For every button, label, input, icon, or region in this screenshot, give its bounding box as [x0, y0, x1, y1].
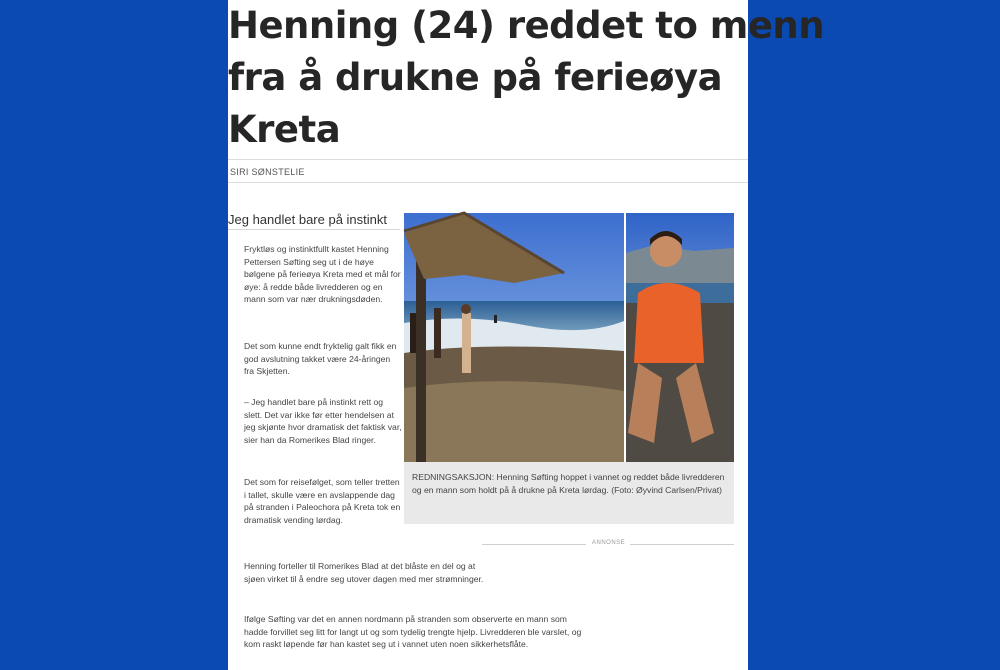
- article-page: [228, 0, 825, 670]
- photo-caption-box: [404, 462, 734, 524]
- article-paragraph: Det som for reisefølget, som teller tretten i tallet, skulle være en avslappende dag på stranden i Paleochora på Kreta tok en dramatisk vending lørdag.: [244, 477, 401, 525]
- article-paragraph: – Jeg handlet bare på instinkt rett og slett. Det var ikke før etter hendelsen at jeg skjønte hvor dramatisk det faktisk var, sier han da Romerikes Blad ringer.: [244, 397, 402, 445]
- byline-bottom-divider: [228, 182, 748, 183]
- article-subheading: Jeg handlet bare på instinkt: [228, 212, 387, 227]
- ad-divider-right: [630, 544, 734, 545]
- headline-line-2: fra å drukne på ferieøya: [228, 56, 723, 99]
- byline[interactable]: SIRI SØNSTELIE: [230, 167, 305, 177]
- article-paragraph: Fryktløs og instinktfullt kastet Henning Pettersen Søfting seg ut i de høye bølgene på ferieøya Kreta med et mål for øye: å redde både livredderen og en mann som var nær drukningsdøden.: [244, 244, 401, 304]
- rescue-photo[interactable]: [404, 213, 734, 462]
- ad-label: ANNONSE: [592, 540, 626, 546]
- beach-scene-photo: [404, 213, 624, 462]
- headline-line-1: Henning (24) reddet to menn: [228, 4, 825, 47]
- article-paragraph: Ifølge Søfting var det en annen nordmann på stranden som observerte en mann som hadde forvillet seg litt for langt ut og som tydelig trengte hjelp. Livredderen ble varslet, og kom raskt løpende før han kastet seg ut i vannet uten noen sikkerhetsflåte.: [244, 614, 582, 649]
- byline-top-divider: [228, 159, 748, 160]
- headline-line-3: Kreta: [228, 108, 341, 151]
- article-paragraph: Henning forteller til Romerikes Blad at det blåste en del og at sjøen virket til å endre seg utover dagen med mer strømninger.: [244, 561, 484, 584]
- article-headline: [228, 0, 825, 156]
- article-paragraph: Det som kunne endt fryktelig galt fikk en god avslutning takket være 24-åringen fra Skjetten.: [244, 341, 397, 376]
- subheading-divider: [228, 229, 400, 230]
- photo-caption: REDNINGSAKSJON: Henning Søfting hoppet i vannet og reddet både livredderen og en mann som holdt på å drukne på Kreta lørdag. (Foto: Øyvind Carlsen/Privat): [412, 472, 725, 495]
- ad-divider-left: [482, 544, 586, 545]
- portrait-photo: [626, 213, 734, 462]
